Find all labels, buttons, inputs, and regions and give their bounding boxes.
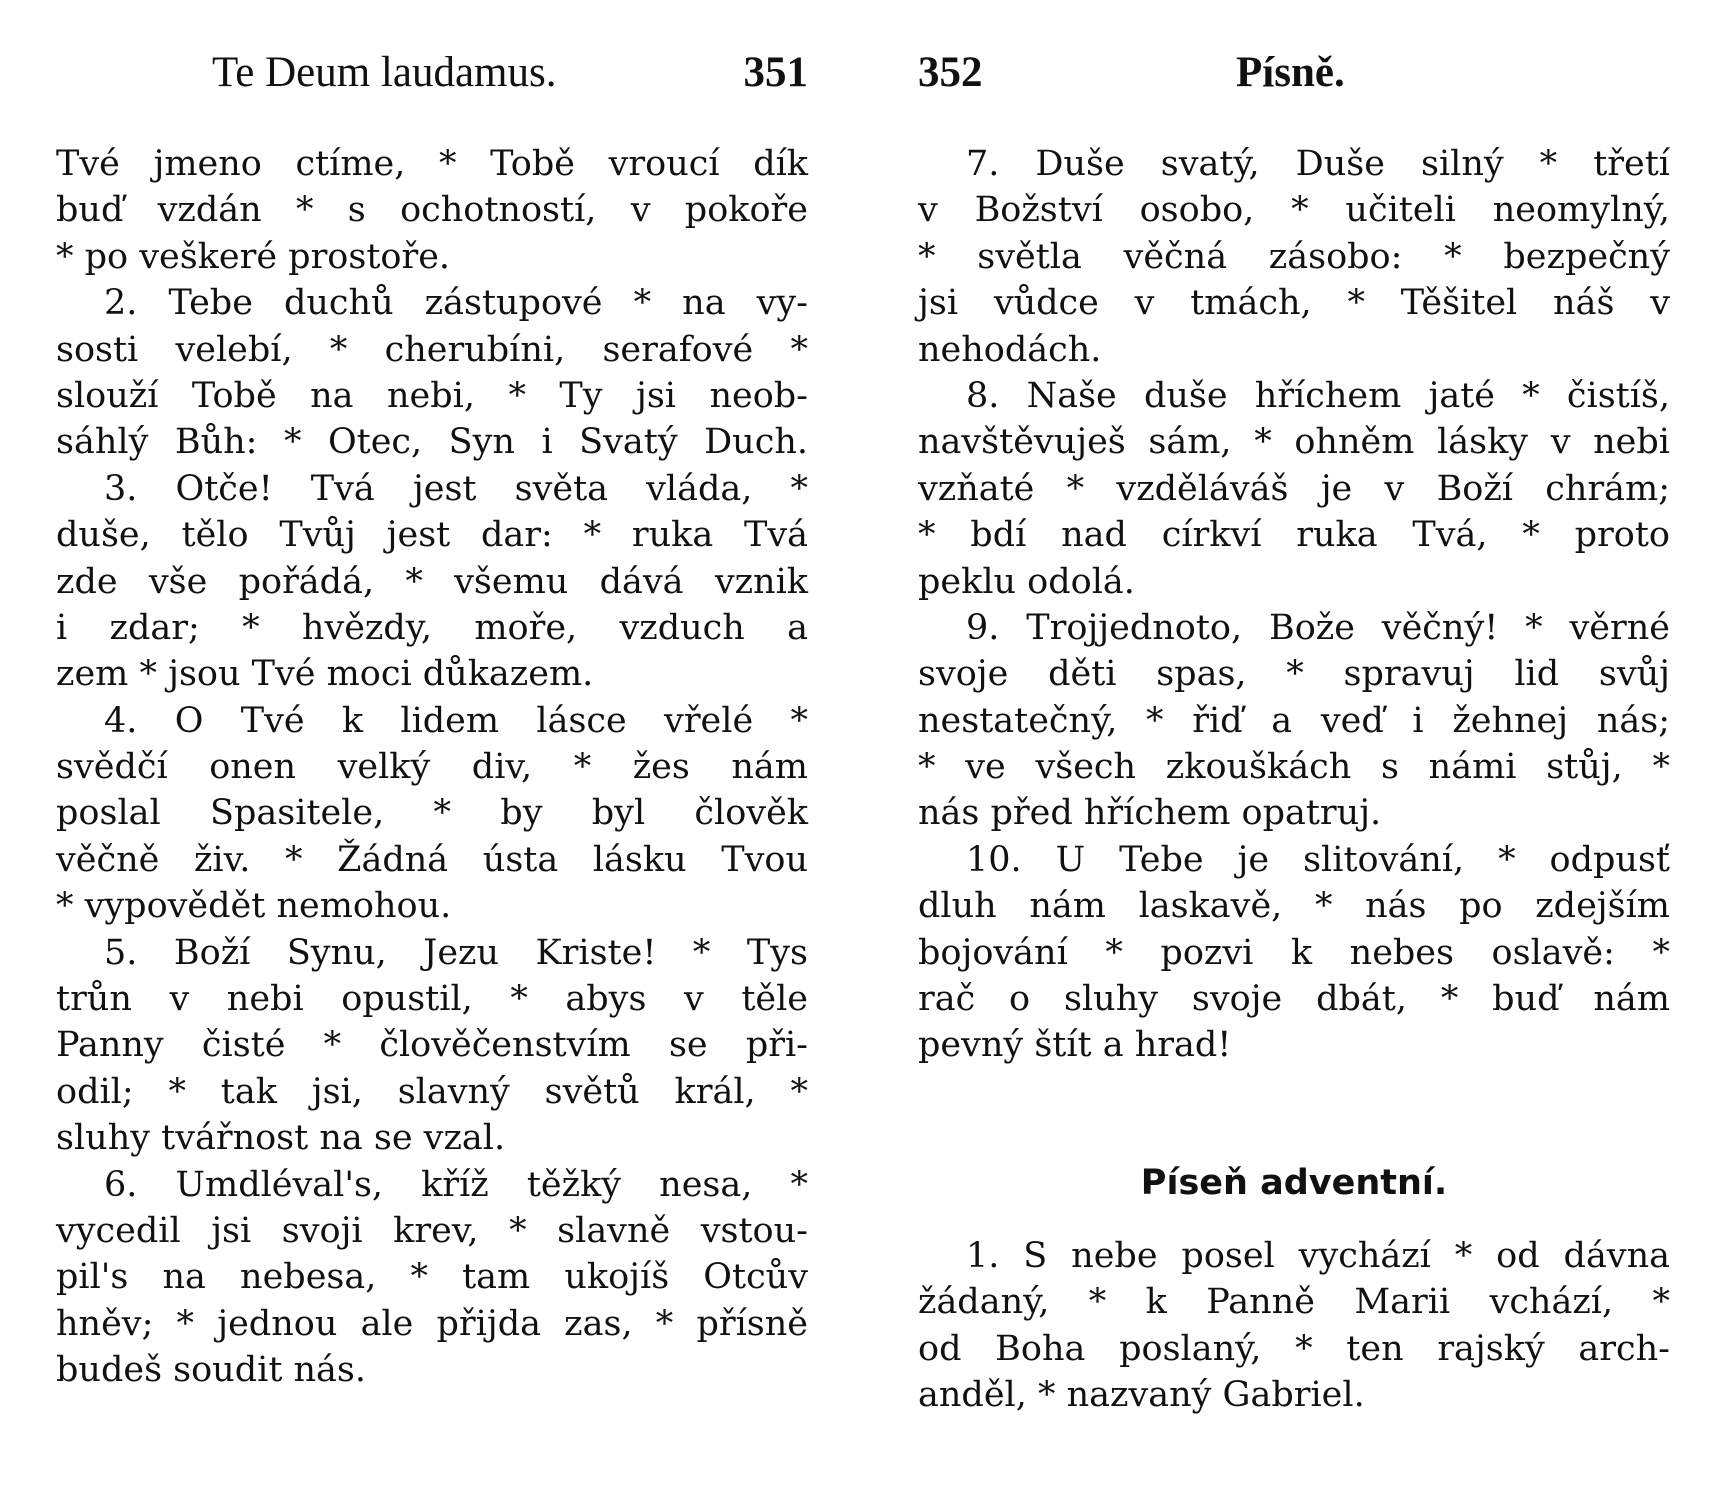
- text-line: zem * jsou Tvé moci důkazem.: [56, 654, 594, 695]
- text-line: navštěvuješ sám, * ohněm lásky v nebi: [918, 422, 1670, 463]
- text-line: nestatečný, * řiď a veď i žehnej nás;: [918, 700, 1670, 741]
- text-line: 2. Tebe duchů zástupové * na vy-: [104, 283, 808, 324]
- text-line: svědčí onen velký div, * žes nám: [56, 747, 808, 788]
- text-line: 9. Trojjednoto, Bože věčný! * věrné: [966, 607, 1670, 648]
- text-line: * bdí nad církví ruka Tvá, * proto: [918, 515, 1670, 556]
- text-line: * světla věčná zásobo: * bezpečný: [918, 236, 1670, 277]
- text-line: Panny čisté * člověčenstvím se při-: [56, 1025, 808, 1066]
- text-line: * vypovědět nemohou.: [56, 886, 452, 927]
- text-line: od Boha poslaný, * ten rajský arch-: [918, 1328, 1670, 1369]
- text-line: sosti velebí, * cherubíni, serafové *: [56, 329, 808, 370]
- text-line: Tvé jmeno ctíme, * Tobě vroucí dík: [56, 144, 808, 184]
- text-line: 6. Umdléval's, kříž těžký nesa, *: [104, 1164, 808, 1205]
- text-line: buď vzdán * s ochotností, v pokoře: [56, 190, 808, 231]
- left-page-number: 351: [743, 49, 808, 96]
- text-line: žádaný, * k Panně Marii vchází, *: [918, 1282, 1670, 1323]
- text-line: 10. U Tebe je slitování, * odpusť: [966, 839, 1670, 880]
- text-line: slouží Tobě na nebi, * Ty jsi neob-: [56, 375, 808, 416]
- text-line: sluhy tvářnost na se vzal.: [56, 1118, 506, 1159]
- text-line: vycedil jsi svoji krev, * slavně vstou-: [56, 1210, 808, 1251]
- left-page-header: [56, 48, 808, 98]
- text-line: * ve všech zkouškách s námi stůj, *: [918, 747, 1670, 788]
- text-line: * po veškeré prostoře.: [56, 236, 451, 277]
- text-line: budeš soudit nás.: [56, 1350, 367, 1391]
- text-line: rač o sluhy svoje dbát, * buď nám: [918, 979, 1670, 1020]
- text-line: pil's na nebesa, * tam ukojíš Otcův: [56, 1257, 808, 1298]
- text-line: peklu odolá.: [918, 561, 1135, 602]
- section-text: [918, 1233, 1670, 1419]
- text-line: dluh nám laskavě, * nás po zdejším: [918, 886, 1670, 927]
- text-line: jsi vůdce v tmách, * Těšitel náš v: [918, 283, 1670, 324]
- text-line: vzňaté * vzděláváš je v Boží chrám;: [918, 468, 1670, 509]
- right-page-header: [918, 48, 1670, 98]
- text-line: věčně živ. * Žádná ústa lásku Tvou: [56, 839, 808, 880]
- text-line: pevný štít a hrad!: [918, 1025, 1232, 1066]
- text-line: bojování * pozvi k nebes oslavě: *: [918, 932, 1670, 973]
- text-line: zde vše pořádá, * všemu dává vznik: [56, 561, 808, 602]
- text-line: duše, tělo Tvůj jest dar: * ruka Tvá: [56, 515, 808, 556]
- text-line: v Božství osobo, * učiteli neomylný,: [918, 190, 1670, 231]
- text-line: hněv; * jednou ale přijda zas, * přísně: [56, 1303, 808, 1344]
- text-line: 7. Duše svatý, Duše silný * třetí: [966, 144, 1670, 184]
- text-line: trůn v nebi opustil, * abys v těle: [56, 979, 808, 1020]
- text-line: nás před hříchem opatruj.: [918, 793, 1382, 834]
- text-line: 4. O Tvé k lidem lásce vřelé *: [104, 700, 808, 741]
- text-line: i zdar; * hvězdy, moře, vzduch a: [56, 607, 808, 648]
- text-line: nehodách.: [918, 329, 1102, 370]
- left-page-running-title: Te Deum laudamus.: [212, 49, 557, 96]
- text-line: odil; * tak jsi, slavný světů král, *: [56, 1071, 808, 1112]
- text-line: svoje děti spas, * spravuj lid svůj: [918, 654, 1670, 695]
- right-page-running-title: Písně.: [1236, 49, 1345, 96]
- left-page-text: [56, 141, 808, 1394]
- right-page-text: [918, 141, 1670, 1069]
- text-line: poslal Spasitele, * by byl člověk: [56, 793, 808, 834]
- section-heading: Píseň adventní.: [1140, 1163, 1448, 1203]
- text-line: sáhlý Bůh: * Otec, Syn i Svatý Duch.: [56, 422, 808, 463]
- right-page-number: 352: [918, 49, 983, 96]
- text-line: 8. Naše duše hříchem jaté * čistíš,: [966, 375, 1670, 416]
- text-line: 3. Otče! Tvá jest světa vláda, *: [104, 468, 808, 509]
- text-line: 1. S nebe posel vychází * od dávna: [966, 1236, 1670, 1276]
- text-line: anděl, * nazvaný Gabriel.: [918, 1375, 1365, 1416]
- text-line: 5. Boží Synu, Jezu Kriste! * Tys: [104, 932, 808, 973]
